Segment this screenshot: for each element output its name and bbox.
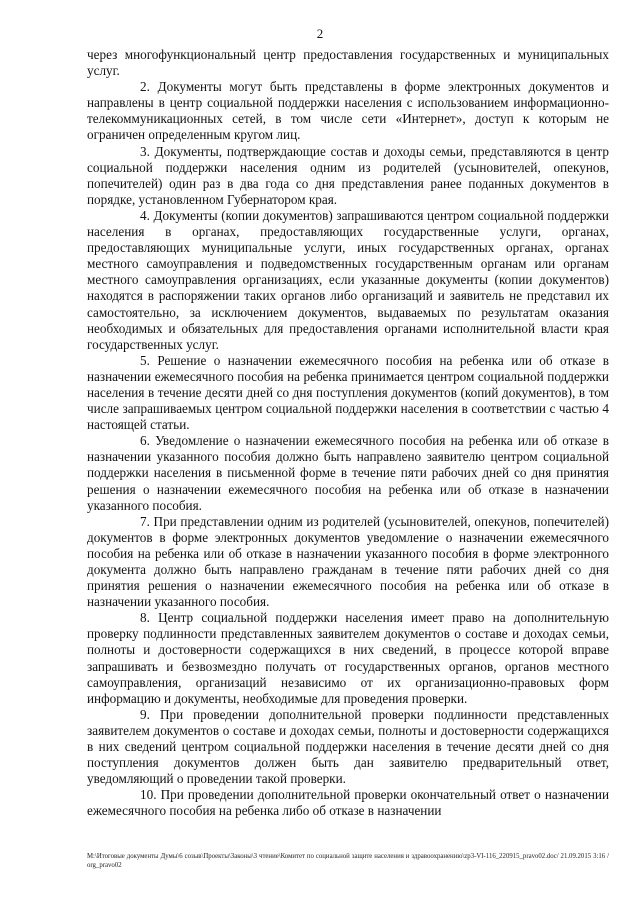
paragraph-continuation: через многофункциональный центр предоставления государственных и муниципальных услуг. [87,47,609,79]
page-number: 2 [316,26,324,41]
document-body [87,47,609,820]
paragraph-9: 9. При проведении дополнительной проверки подлинности представленных заявителем документов о составе и доходах семьи, полноты и достоверности содержащихся в них сведений центром социальной поддержки населения в течение десяти дней со дня поступления документов должен быть дан заявителю предварительный ответ, уведомляющий о проведении такой проверки. [87,706,609,787]
paragraph-4: 4. Документы (копии документов) запрашиваются центром социальной поддержки населения в органах, предоставляющих государственные услуги, органах, предоставляющих муниципальные услуги, иных государственных органах, органах местного самоуправления и подведомственных государственным органам или органам местного самоуправления организациях, если указанные документы (копии документов) находятся в распоряжении таких органов либо организаций и заявитель не представил их самостоятельно, за исключением документов, выдаваемых по результатам оказания необходимых и обязательных для предоставления органами исполнительной власти края государственных услуг. [87,207,609,352]
paragraph-8: 8. Центр социальной поддержки населения имеет право на дополнительную проверку подлинности представленных заявителем документов о составе и доходах семьи, полноты и достоверности содержащихся в них сведений, в процессе которой вправе запрашивать и безвозмездно получать от государственных органов, органов местного самоуправления, организаций независимо от их организационно-правовых форм информацию и документы, необходимые для проведения проверки. [87,610,609,706]
paragraph-3: 3. Документы, подтверждающие состав и доходы семьи, представляются в центр социальной поддержки населения одним из родителей (усыновителей, опекунов, попечителей) один раз в два года со дня представления ранее поданных документов в порядке, установленном Губернатором края. [87,143,609,207]
paragraph-10: 10. При проведении дополнительной проверки окончательный ответ о назначении ежемесячного пособия на ребенка либо об отказе в назначении [87,787,609,819]
paragraph-2: 2. Документы могут быть представлены в форме электронных документов и направлены в центр социальной поддержки населения с использованием информационно-телекоммуникационных сетей, в том числе сети «Интернет», доступ к которым не ограничен определенным кругом лиц. [87,79,609,143]
paragraph-6: 6. Уведомление о назначении ежемесячного пособия на ребенка или об отказе в назначении указанного пособия должно быть направлено заявителю центром социальной поддержки населения в письменной форме в течение пяти рабочих дней со дня принятия решения о назначении ежемесячного пособия на ребенка или об отказе в назначении указанного пособия. [87,433,609,513]
paragraph-5: 5. Решение о назначении ежемесячного пособия на ребенка или об отказе в назначении ежемесячного пособия на ребенка принимается центром социальной поддержки населения в течение десяти дней со дня поступления документов (копий документов), в том числе запрашиваемых центром социальной поддержки населения в соответствии с частью 4 настоящей статьи. [87,352,609,433]
paragraph-7: 7. При представлении одним из родителей (усыновителей, опекунов, попечителей) документов в форме электронных документов уведомление о назначении ежемесячного пособия на ребенка или об отказе в назначении указанного пособия в форме электронного документа должно быть направлено гражданам в течение пяти рабочих дней со дня принятия решения о назначении ежемесячного пособия на ребенка или об отказе в назначении указанного пособия. [87,513,609,610]
file-path-footer: M:\Итоговые документы Думы\6 созыв\Проекты\Законы\3 чтение\Комитет по социальной защите населения и здравоохранению\zp3-VI-116_220915_pravo02.doc/ 21.09.2015 3:16 / org_pravo02 [87,853,609,869]
